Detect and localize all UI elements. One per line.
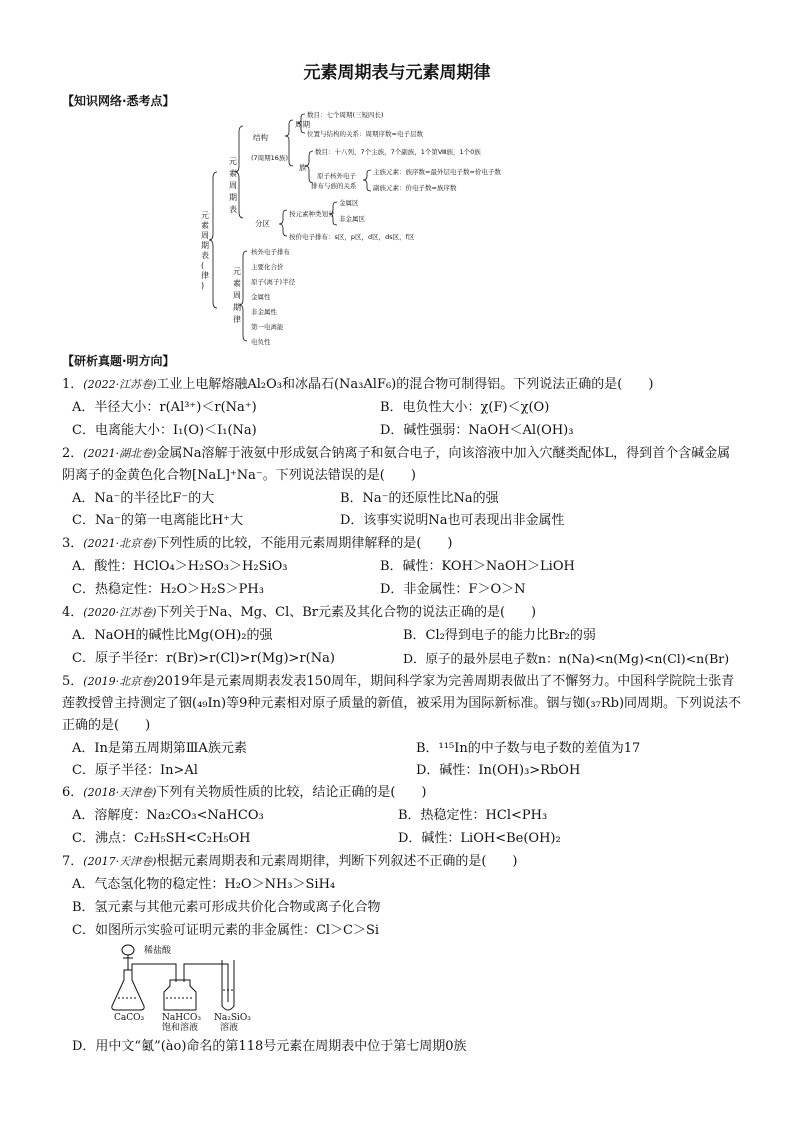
tree-structure-note: (7周期16族) <box>251 154 288 162</box>
q7-option-a[interactable]: A．气态氢化物的稳定性：H₂O＞NH₃＞SiH₄ <box>72 877 336 892</box>
q3-option-c[interactable]: C．热稳定性：H₂O＞H₂S＞PH₃ <box>72 582 264 597</box>
label-na2sio3: Na₂SiO₃ <box>214 1013 251 1023</box>
q4-option-b[interactable]: B．Cl₂得到电子的能力比Br₂的弱 <box>403 628 596 643</box>
q3-option-d[interactable]: D．非金属性：F＞O＞N <box>380 582 526 597</box>
q6-option-d[interactable]: D．碱性：LiOH<Be(OH)₂ <box>398 831 561 846</box>
q2-option-c[interactable]: C．Na⁻的第一电离能比H⁺大 <box>72 513 244 528</box>
tree-group-sub: 副族元素：价电子数=族序数 <box>373 184 457 192</box>
tree-table-branch-char: 周 <box>229 181 237 190</box>
tree-law-branch-char: 元 <box>233 267 241 276</box>
tree-law-item: 核外电子排布 <box>251 248 290 256</box>
tree-group-rel-b: 排布与族的关系 <box>311 182 357 190</box>
tree-nonmetal-zone: 非金属区 <box>339 215 365 223</box>
question-6: 6．(2018·天津卷)下列有关物质性质的比较，结论正确的是( ) <box>62 785 427 800</box>
tree-period-count: 数目：七个周期(三短四长) <box>307 111 384 119</box>
q2-option-a[interactable]: A．Na⁻的半径比F⁻的大 <box>72 491 215 506</box>
q7-option-b[interactable]: B．氢元素与其他元素可形成共价化合物或离子化合物 <box>72 900 381 915</box>
q4-option-a[interactable]: A．NaOH的碱性比Mg(OH)₂的强 <box>72 628 273 643</box>
tree-root-char: ( <box>201 261 205 270</box>
question-4: 4．(2020·江苏卷)下列关于Na、Mg、Cl、Br元素及其化合物的说法正确的是( ) <box>62 605 537 620</box>
page-title: 元素周期表与元素周期律 <box>303 63 491 83</box>
tree-group-main: 主族元素：族序数=最外层电子数=价电子数 <box>373 168 501 176</box>
section-header-exam: 【研析真题·明方向】 <box>62 354 175 368</box>
q6-option-a[interactable]: A．溶解度：Na₂CO₃<NaHCO₃ <box>72 808 264 823</box>
tree-law-item: 非金属性 <box>251 308 277 316</box>
label-saturated-solution: 饱和溶液 <box>162 1023 199 1032</box>
label-solution: 溶液 <box>220 1023 239 1032</box>
tree-law-branch-char: 律 <box>233 315 241 324</box>
label-dilute-hcl: 稀盐酸 <box>144 946 172 956</box>
q1-option-b[interactable]: B．电负性大小：χ(F)＜χ(O) <box>380 400 550 415</box>
tree-law-item: 第一电离能 <box>251 323 284 331</box>
q3-option-b[interactable]: B．碱性：KOH＞NaOH＞LiOH <box>380 559 575 574</box>
tree-table-branch-char: 元 <box>229 157 237 166</box>
tree-group: 族 <box>299 163 307 172</box>
q5-option-d[interactable]: D．碱性：In(OH)₃>RbOH <box>416 763 581 778</box>
tree-table-branch-char: 表 <box>229 205 237 214</box>
q5-option-b[interactable]: B．¹¹⁵In的中子数与电子数的差值为17 <box>416 741 641 756</box>
tree-region-by-config: 按价电子排布：s区，p区，d区，ds区，f区 <box>289 233 415 241</box>
q3-option-a[interactable]: A．酸性：HClO₄＞H₂SO₃＞H₂SiO₃ <box>72 559 288 574</box>
tree-law-branch-char: 素 <box>233 279 241 288</box>
tree-region-by-metal: 按元素种类划分 <box>289 210 335 218</box>
tree-group-rel-a: 原子核外电子 <box>317 172 356 180</box>
tree-root-char: 元 <box>201 211 209 220</box>
q4-option-c[interactable]: C．原子半径r：r(Br)>r(Cl)>r(Mg)>r(Na) <box>72 651 335 666</box>
question-7: 7．(2017·天津卷)根据元素周期表和元素周期律，判断下列叙述不正确的是( ) <box>62 854 518 869</box>
q7-option-d[interactable]: D．用中文“鿫”(ào)命名的第118号元素在周期表中位于第七周期0族 <box>72 1039 467 1054</box>
section-header-knowledge: 【知识网络·悉考点】 <box>62 94 175 108</box>
tree-period: 周期 <box>295 120 310 129</box>
q2-option-d[interactable]: D．该事实说明Na也可表现出非金属性 <box>340 513 565 528</box>
tree-period-rel: 位置与结构的关系：周期序数=电子层数 <box>307 130 423 138</box>
tree-structure: 结构 <box>253 133 268 142</box>
q5-option-c[interactable]: C．原子半径：In>Al <box>72 763 198 778</box>
q7-option-c[interactable]: C．如图所示实验可证明元素的非金属性：Cl＞C＞Si <box>72 923 380 938</box>
tree-root-char: 周 <box>201 231 209 240</box>
experiment-apparatus-figure <box>104 940 264 1032</box>
question-2: 2．(2021·湖北卷)金属Na溶解于液氨中形成氨合钠离子和氨合电子，向该溶液中加入穴醚类配体L，得到首个含碱金属阴离子的金黄色化合物[NaL]⁺Na⁻。下列说法错误的是( ) <box>62 446 731 483</box>
tree-root-char: 期 <box>201 241 209 250</box>
tree-table-branch-char: 素 <box>229 169 237 178</box>
tree-root-char: 表 <box>201 251 209 260</box>
tree-group-count: 数目：十八列，7个主族，7个副族，1个第Ⅷ族，1个0族 <box>315 148 481 156</box>
q4-option-d[interactable]: D．原子的最外层电子数n：n(Na)<n(Mg)<n(Cl)<n(Br) <box>403 651 730 666</box>
q1-option-a[interactable]: A．半径大小：r(Al³⁺)＜r(Na⁺) <box>72 400 257 415</box>
label-caco3: CaCO₃ <box>114 1013 145 1023</box>
question-5: 5．(2019·北京卷)2019年是元素周期表发表150周年，期间科学家为完善周期表做出了不懈努力。中国科学院院士张青莲教授曾主持测定了铟(₄₉In)等9种元素相对原子质量的新值，被采用为国际新标准。铟与铷(₃₇Rb)同周期。下列说法不正确的是( ) <box>62 674 742 733</box>
q6-option-c[interactable]: C．沸点：C₂H₅SH<C₂H₅OH <box>72 831 251 846</box>
q1-option-d[interactable]: D．碱性强弱：NaOH＜Al(OH)₃ <box>380 423 574 438</box>
tree-law-branch-char: 周 <box>233 291 241 300</box>
tree-region: 分区 <box>255 219 270 228</box>
tree-metal-zone: 金属区 <box>339 199 359 207</box>
q5-option-a[interactable]: A．In是第五周期第ⅢA族元素 <box>72 741 247 756</box>
knowledge-tree <box>195 106 555 348</box>
q2-option-b[interactable]: B．Na⁻的还原性比Na的强 <box>340 491 499 506</box>
tree-table-branch-char: 期 <box>229 193 237 202</box>
tree-root-char: ) <box>201 281 205 290</box>
tree-root-char: 素 <box>201 221 209 230</box>
question-1: 1．(2022·江苏卷)工业上电解熔融Al₂O₃和冰晶石(Na₃AlF₆)的混合物可制得铝。下列说法正确的是( ) <box>62 377 654 392</box>
tree-law-item: 金属性 <box>251 293 271 301</box>
label-nahco3: NaHCO₃ <box>162 1013 201 1023</box>
q6-option-b[interactable]: B．热稳定性：HCl<PH₃ <box>398 808 548 823</box>
q1-option-c[interactable]: C．电离能大小：I₁(O)＜I₁(Na) <box>72 423 257 438</box>
tree-law-item: 电负性 <box>251 338 271 346</box>
tree-law-item: 主要化合价 <box>251 263 284 271</box>
tree-root-char: 律 <box>201 271 209 280</box>
question-3: 3．(2021·北京卷)下列性质的比较，不能用元素周期律解释的是( ) <box>62 536 453 551</box>
tree-law-branch-char: 期 <box>233 303 241 312</box>
tree-law-item: 原子(离子)半径 <box>251 278 296 286</box>
